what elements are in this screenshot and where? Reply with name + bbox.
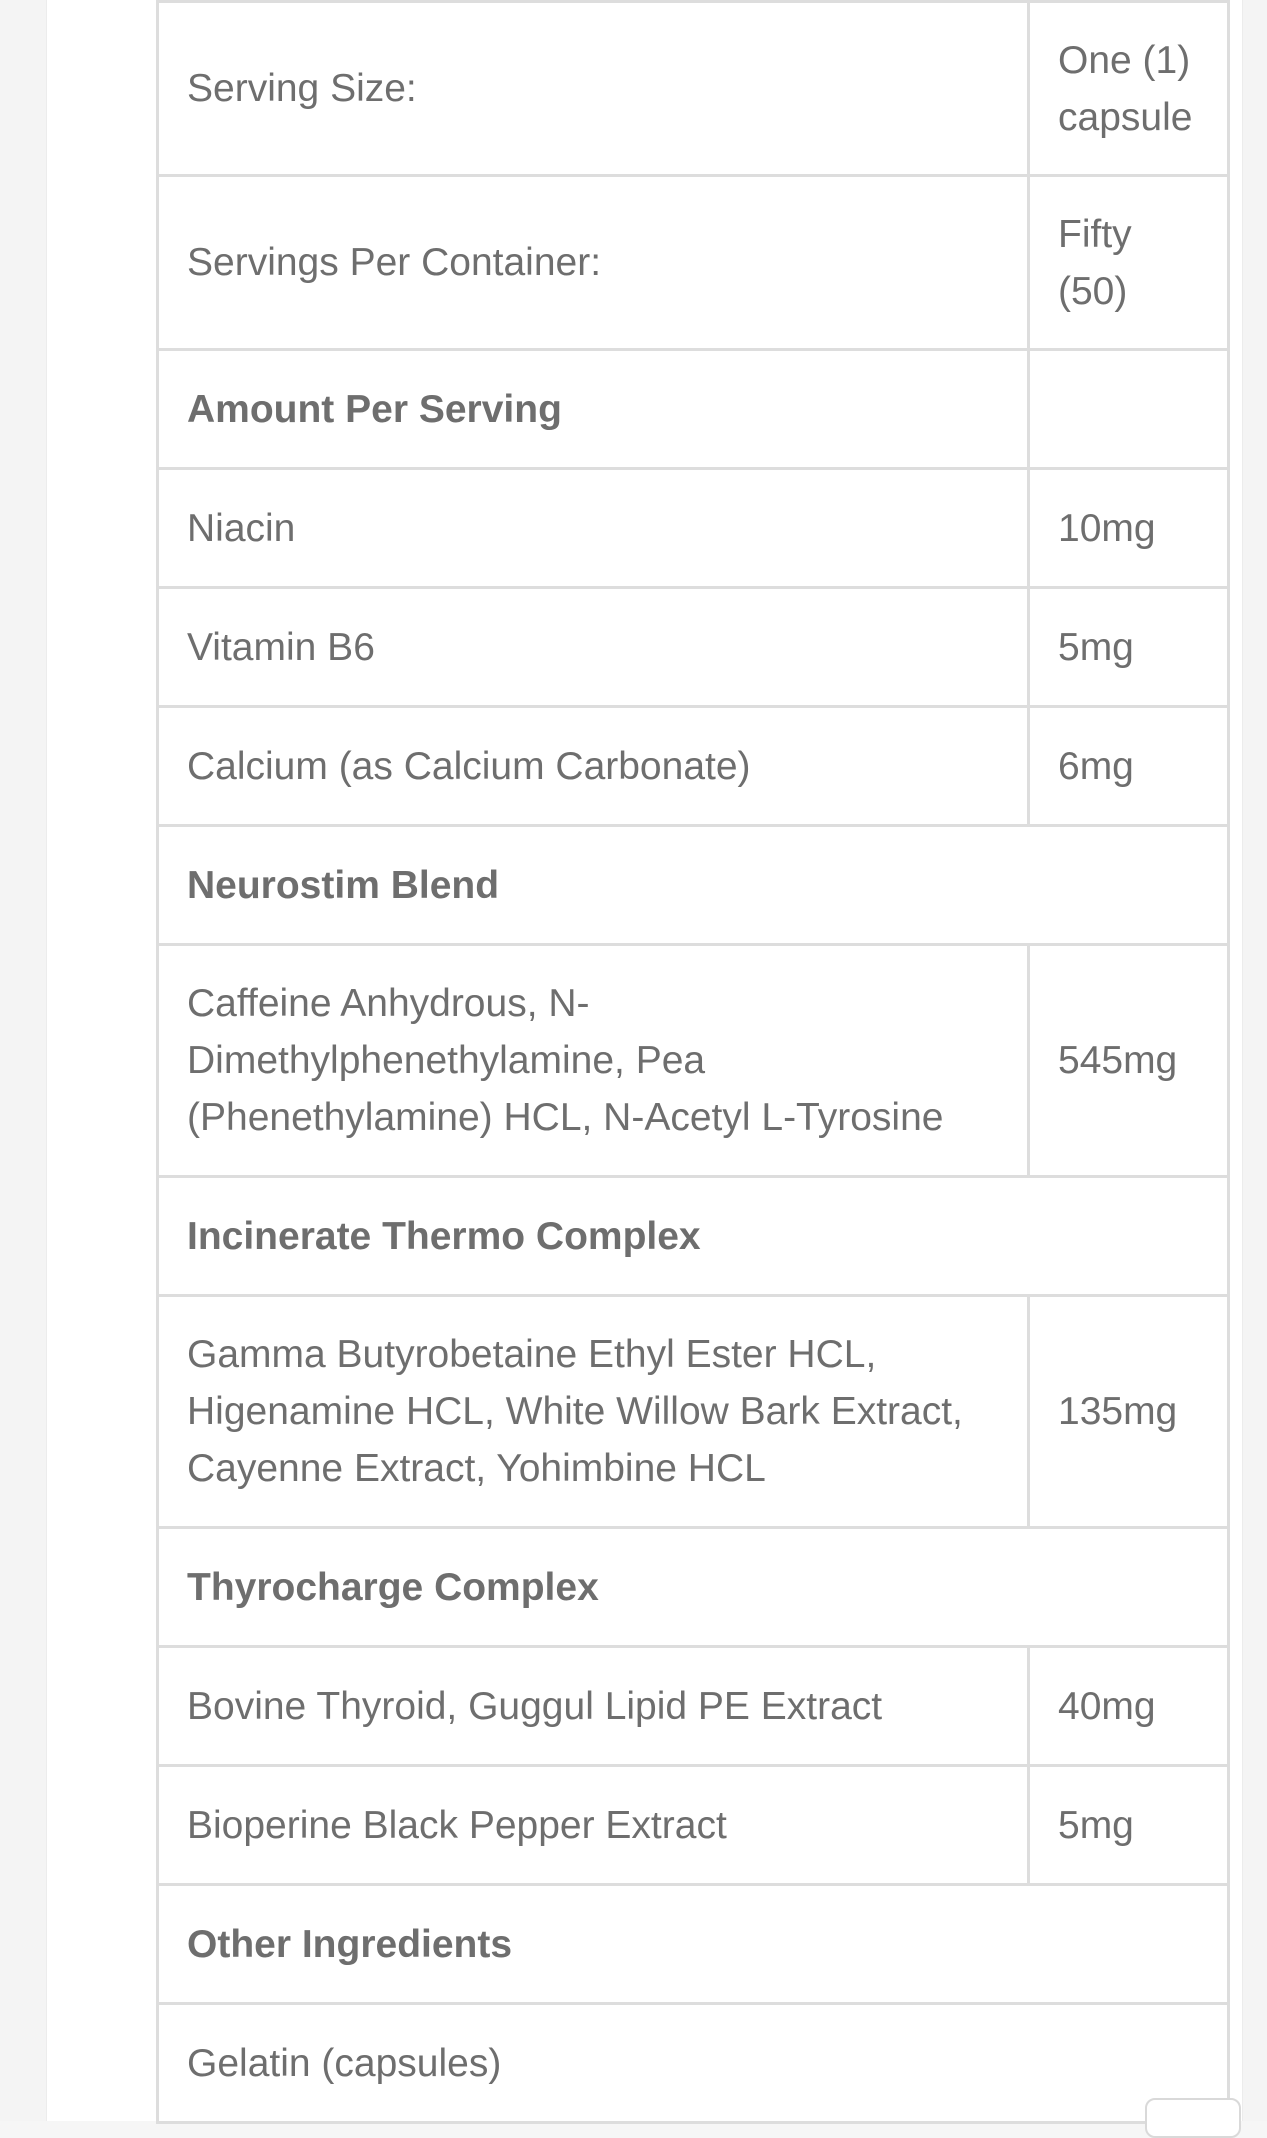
scroll-to-top-button[interactable] [1145,2098,1241,2138]
servings-per-container-value: Fifty (50) [1029,176,1229,350]
neurostim-blend-heading: Neurostim Blend [158,826,1229,945]
table-row-neurostim-heading [158,826,1229,945]
table-row [158,707,1229,826]
ingredient-name: Vitamin B6 [158,588,1029,707]
other-ingredients-text: Gelatin (capsules) [158,2004,1229,2123]
serving-size-value: One (1) capsule [1029,2,1229,176]
table-row-incinerate-ingredients [158,1296,1229,1528]
content-panel [46,0,1243,2121]
amount-per-serving-heading: Amount Per Serving [158,350,1029,469]
ingredient-name: Calcium (as Calcium Carbonate) [158,707,1029,826]
servings-per-container-label: Servings Per Container: [158,176,1029,350]
other-ingredients-heading: Other Ingredients [158,1885,1229,2004]
table-row-amount-per-serving [158,350,1229,469]
incinerate-ingredients: Gamma Butyrobetaine Ethyl Ester HCL, Higenamine HCL, White Willow Bark Extract, Cayenne Extract, Yohimbine HCL [158,1296,1029,1528]
table-row [158,588,1229,707]
serving-size-label: Serving Size: [158,2,1029,176]
table-row-incinerate-heading [158,1177,1229,1296]
table-row-other-ingredients [158,2004,1229,2123]
table-row [158,469,1229,588]
supplement-facts-table [156,0,1230,2124]
thyrocharge-complex-heading: Thyrocharge Complex [158,1528,1229,1647]
neurostim-ingredients: Caffeine Anhydrous, N-Dimethylphenethylamine, Pea (Phenethylamine) HCL, N-Acetyl L-Tyrosine [158,945,1029,1177]
ingredient-amount: 5mg [1029,588,1229,707]
ingredient-name: Bioperine Black Pepper Extract [158,1766,1029,1885]
table-row-neurostim-ingredients [158,945,1229,1177]
neurostim-amount: 545mg [1029,945,1229,1177]
amount-per-serving-empty-cell [1029,350,1229,469]
table-row-serving-size [158,2,1229,176]
ingredient-name: Niacin [158,469,1029,588]
ingredient-amount: 6mg [1029,707,1229,826]
incinerate-complex-heading: Incinerate Thermo Complex [158,1177,1229,1296]
table-row [158,1647,1229,1766]
table-row [158,1766,1229,1885]
incinerate-amount: 135mg [1029,1296,1229,1528]
table-row-other-ingredients-heading [158,1885,1229,2004]
ingredient-amount: 40mg [1029,1647,1229,1766]
ingredient-amount: 10mg [1029,469,1229,588]
table-row-thyrocharge-heading [158,1528,1229,1647]
ingredient-name: Bovine Thyroid, Guggul Lipid PE Extract [158,1647,1029,1766]
ingredient-amount: 5mg [1029,1766,1229,1885]
table-row-servings-per-container [158,176,1229,350]
